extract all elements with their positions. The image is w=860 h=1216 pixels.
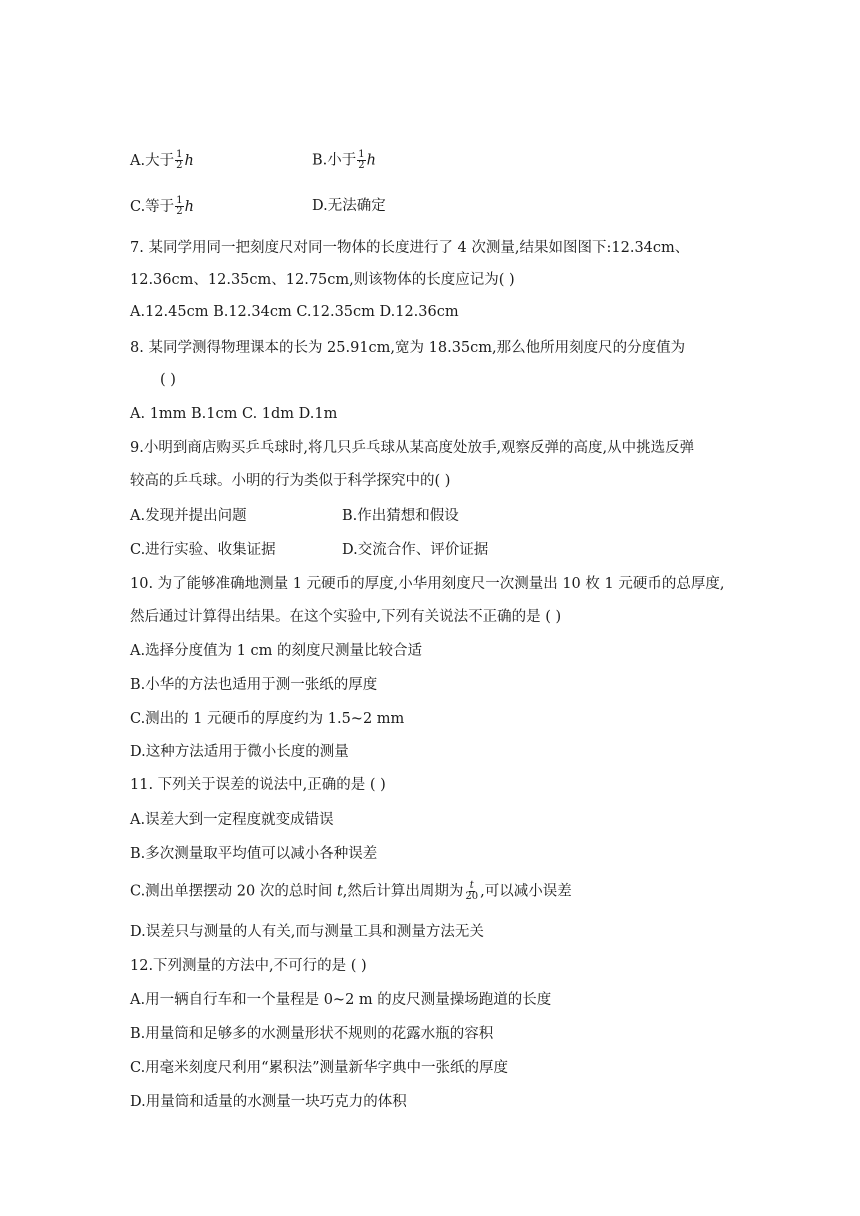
q11-option-d: D.误差只与测量的人有关,而与测量工具和测量方法无关 [130, 924, 484, 940]
q10-option-a: A.选择分度值为 1 cm 的刻度尺测量比较合适 [130, 643, 423, 659]
q11-option-c: C.测出单摆摆动 20 次的总时间 t,然后计算出周期为 $\frac{t}{20}$ ,可以减小误差 [130, 880, 572, 902]
q8-stem-line-1: 8. 某同学测得物理课本的长为 25.91cm,宽为 18.35cm,那么他所用刻度尺的分度值为 [130, 340, 686, 356]
q7-stem-line-2: 12.36cm、12.35cm、12.75cm,则该物体的长度应记为( ) [130, 272, 515, 288]
q10-option-b: B.小华的方法也适用于测一张纸的厚度 [130, 677, 378, 693]
q12-option-d: D.用量筒和适量的水测量一块巧克力的体积 [130, 1094, 407, 1110]
q9-stem-line-1: 9.小明到商店购买乒乓球时,将几只乒乓球从某高度处放手,观察反弹的高度,从中挑选反弹 [130, 440, 695, 456]
q6-option-d: D.无法确定 [312, 198, 386, 214]
q11-stem: 11. 下列关于误差的说法中,正确的是 ( ) [130, 777, 386, 793]
q9-option-c: C.进行实验、收集证据 [130, 542, 276, 558]
q6-option-row-2 [130, 195, 386, 217]
fraction: $\frac{t}{20}$ [465, 880, 479, 902]
fraction: $\frac{1}{2}$ [176, 195, 183, 217]
q12-option-a: A.用一辆自行车和一个量程是 0~2 m 的皮尺测量操场跑道的长度 [130, 992, 552, 1008]
q6-option-b: B.小于 $\frac{1}{2}$ h [312, 149, 376, 171]
q10-option-d: D.这种方法适用于微小长度的测量 [130, 744, 349, 760]
q12-option-c: C.用毫米刻度尺利用“累积法”测量新华字典中一张纸的厚度 [130, 1060, 509, 1076]
q11-option-b: B.多次测量取平均值可以减小各种误差 [130, 846, 378, 862]
q9-option-row-2 [130, 540, 489, 560]
q12-option-b: B.用量筒和足够多的水测量形状不规则的花露水瓶的容积 [130, 1026, 494, 1042]
q10-option-c: C.测出的 1 元硬币的厚度约为 1.5~2 mm [130, 711, 405, 727]
fraction: $\frac{1}{2}$ [358, 149, 365, 171]
q7-stem-line-1: 7. 某同学用同一把刻度尺对同一物体的长度进行了 4 次测量,结果如图图下:12.34cm、 [130, 240, 690, 256]
q11-option-a: A.误差大到一定程度就变成错误 [130, 812, 334, 828]
q9-option-b: B.作出猜想和假设 [342, 508, 459, 524]
q8-stem-line-2: ( ) [160, 372, 176, 388]
q9-stem-line-2: 较高的乒乓球。小明的行为类似于科学探究中的( ) [130, 473, 451, 489]
fraction: $\frac{1}{2}$ [176, 149, 183, 171]
q10-stem-line-2: 然后通过计算得出结果。在这个实验中,下列有关说法不正确的是 ( ) [130, 609, 562, 625]
q6-option-c: C.等于 $\frac{1}{2}$ h [130, 195, 194, 217]
q7-options: A.12.45cm B.12.34cm C.12.35cm D.12.36cm [130, 304, 459, 320]
q8-options: A. 1mm B.1cm C. 1dm D.1m [130, 406, 338, 422]
q9-option-d: D.交流合作、评价证据 [342, 542, 489, 558]
q9-option-row-1 [130, 506, 459, 526]
q6-option-a: A.大于 $\frac{1}{2}$ h [130, 149, 194, 171]
q10-stem-line-1: 10. 为了能够准确地测量 1 元硬币的厚度,小华用刻度尺一次测量出 10 枚 1 元硬币的总厚度, [130, 576, 725, 592]
q9-option-a: A.发现并提出问题 [130, 508, 247, 524]
q12-stem: 12.下列测量的方法中,不可行的是 ( ) [130, 958, 367, 974]
q6-option-row-1 [130, 149, 376, 171]
